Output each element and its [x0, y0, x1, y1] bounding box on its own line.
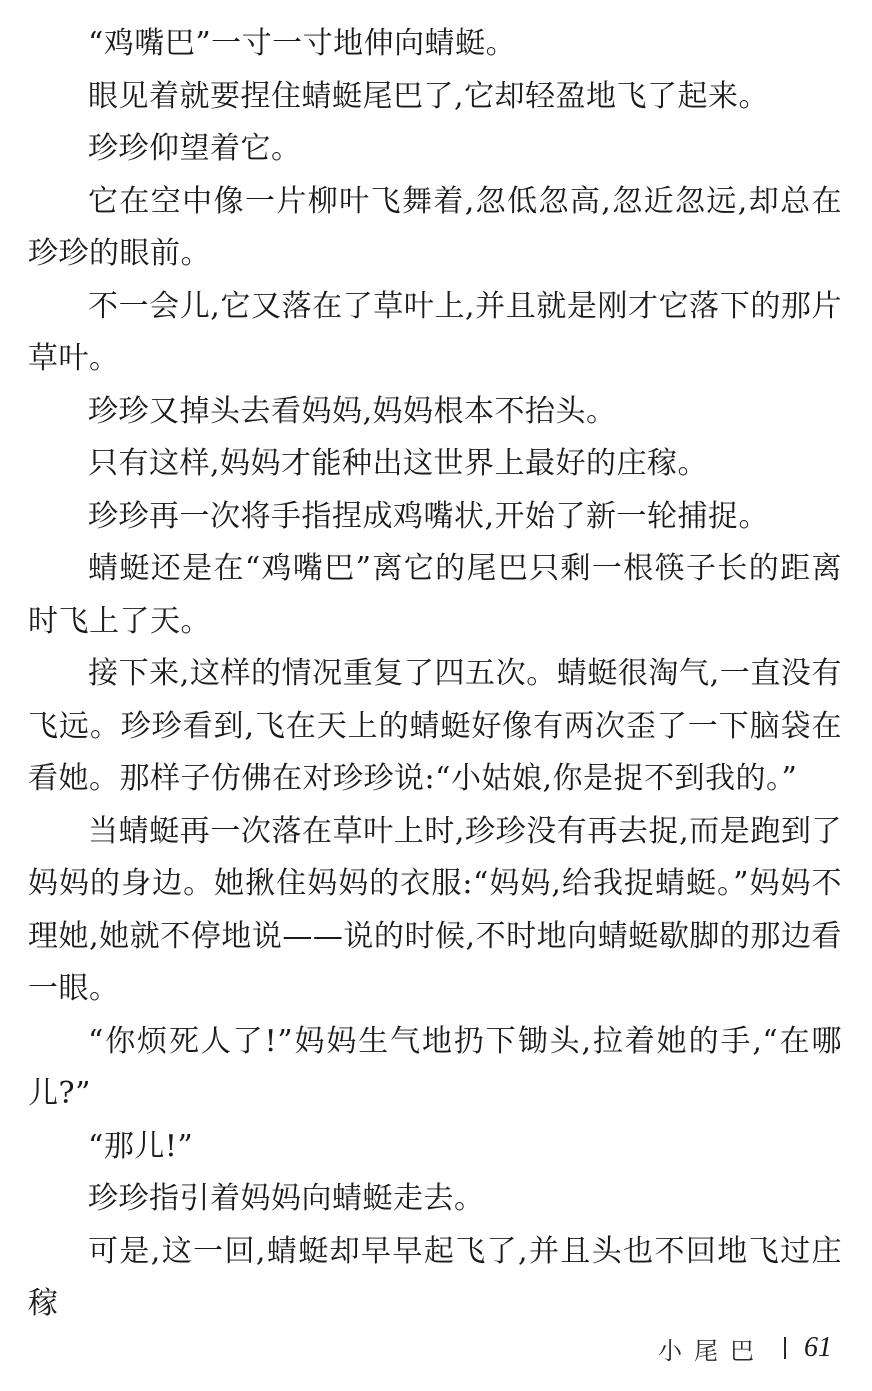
- footer-divider: [784, 1337, 786, 1359]
- paragraph: 珍珍指引着妈妈向蜻蜓走去。: [88, 1181, 485, 1216]
- paragraph: 它在空中像一片柳叶飞舞着,忽低忽高,忽近忽远,却总在珍珍的眼前。: [28, 183, 842, 271]
- paragraph: 珍珍再一次将手指捏成鸡嘴状,开始了新一轮捕捉。: [88, 498, 770, 534]
- paragraph: “那儿!”: [88, 1128, 194, 1164]
- paragraph: “你烦死人了!”妈妈生气地扔下锄头,拉着她的手,“在哪儿?”: [28, 1023, 842, 1111]
- page-number: 61: [804, 1332, 832, 1363]
- running-book-title: 小尾巴: [658, 1336, 766, 1365]
- paragraph: 只有这样,妈妈才能种出这世界上最好的庄稼。: [88, 446, 709, 481]
- paragraph: 珍珍又掉头去看妈妈,妈妈根本不抬头。: [88, 393, 617, 429]
- page-body: [28, 18, 842, 1331]
- paragraph: 可是,这一回,蜻蜓却早早起飞了,并且头也不回地飞过庄稼: [28, 1233, 842, 1321]
- paragraph: 眼见着就要捏住蜻蜓尾巴了,它却轻盈地飞了起来。: [88, 78, 770, 114]
- paragraph: 当蜻蜓再一次落在草叶上时,珍珍没有再去捉,而是跑到了妈妈的身边。她揪住妈妈的衣服:“妈妈,给我捉蜻蜓。”妈妈不理她,她就不停地说——说的时候,不时地向蜻蜓歇脚的那边看一眼。: [28, 813, 842, 1006]
- paragraph: 不一会儿,它又落在了草叶上,并且就是刚才它落下的那片草叶。: [28, 288, 842, 376]
- paragraph: “鸡嘴巴”一寸一寸地伸向蜻蜓。: [88, 26, 517, 61]
- paragraph: 蜻蜓还是在“鸡嘴巴”离它的尾巴只剩一根筷子长的距离时飞上了天。: [28, 551, 842, 639]
- paragraph: 珍珍仰望着它。: [88, 131, 302, 166]
- paragraph: 接下来,这样的情况重复了四五次。蜻蜓很淘气,一直没有飞远。珍珍看到,飞在天上的蜻蜓好像有两次歪了一下脑袋在看她。那样子仿佛在对珍珍说:“小姑娘,你是捉不到我的。”: [28, 656, 842, 796]
- page-footer: [658, 1326, 832, 1370]
